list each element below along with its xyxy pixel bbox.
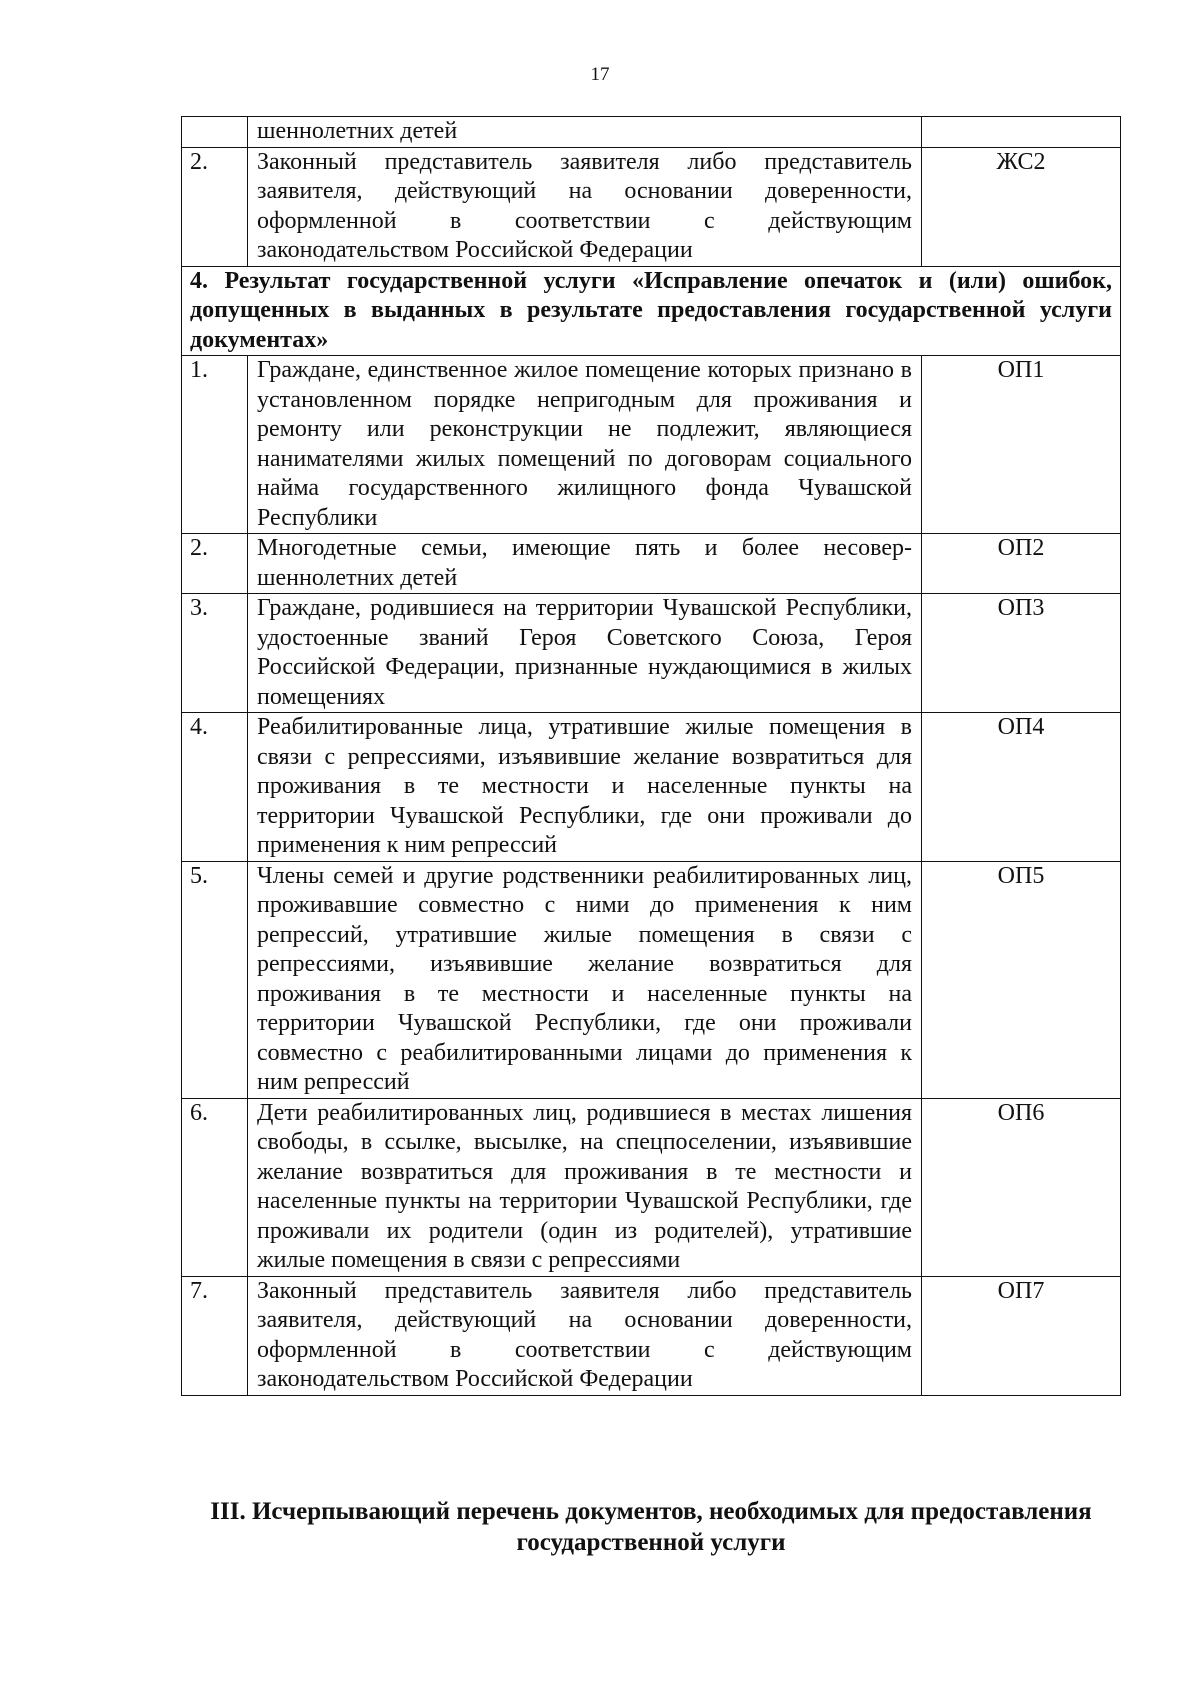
page-number: 17 (590, 64, 610, 85)
table-row (182, 1276, 1121, 1395)
row-description: Дети реабилитированных лиц, родившиеся в местах лишения свободы, в ссылке, высылке, на спецпоселении, изъявившие желание возвратиться для проживания в те местности и населенные пункты на территории Чувашской Республики, где проживали их родители (один из родителей), утратившие жилые помещения в связи с репрессиями (248, 1098, 922, 1276)
section-3-heading: III. Исчерпывающий перечень документов, необходимых для предоставления государственной услуги (210, 1498, 1092, 1556)
row-code: ОП3 (922, 594, 1121, 713)
table-row (182, 356, 1121, 534)
row-description: шеннолетних детей (248, 117, 922, 148)
row-code: ЖС2 (922, 147, 1121, 266)
row-number: 7. (182, 1276, 248, 1395)
row-description: Члены семей и другие родственники реабилитированных лиц, проживавшие совместно с ними до применения к ним репрессий, утратившие жилые помещения в связи с репрессиями, изъявившие желание возвратиться для проживания в те местности и населенные пункты на территории Чувашской Республики, где они проживали совместно с реабилитированными лицами до применения к ним репрессий (248, 861, 922, 1098)
row-code: ОП4 (922, 713, 1121, 862)
row-description: Граждане, родившиеся на территории Чувашской Республики, удостоенные званий Героя Советского Союза, Героя Российской Федерации, признанные нуждающимися в жилых помещениях (248, 594, 922, 713)
row-description: Граждане, единственное жилое помещение которых признано в установленном порядке непригодным для проживания и ремонту или реконструкции не подлежит, являющиеся нанимателями жилых помещений по договорам социального найма государственного жилищного фонда Чувашской Республики (248, 356, 922, 534)
row-description: Реабилитированные лица, утратившие жилые помещения в связи с репрессиями, изъявившие желание возвратиться для проживания в те местности и населенные пункты на территории Чувашской Республики, где они проживали до применения к ним репрессий (248, 713, 922, 862)
row-code: ОП5 (922, 861, 1121, 1098)
table-row (182, 117, 1121, 148)
row-number: 2. (182, 534, 248, 594)
row-description: Законный представитель заявителя либо представитель заявителя, действующий на основании доверенности, оформленной в соответствии с действующим законодательством Российской Федерации (248, 147, 922, 266)
table-row (182, 1098, 1121, 1276)
section-header-row (182, 266, 1121, 356)
table-row (182, 594, 1121, 713)
table-row (182, 147, 1121, 266)
section-4-title: 4. Результат государственной услуги «Исправление опечаток и (или) ошибок, допущенных в выданных в результате предоставления государственной услуги документах» (182, 266, 1121, 356)
row-code: ОП1 (922, 356, 1121, 534)
applicants-table (181, 116, 1121, 1396)
table-row (182, 713, 1121, 862)
row-number: 1. (182, 356, 248, 534)
table-row (182, 534, 1121, 594)
row-description: Многодетные семьи, имеющие пять и более несовершеннолетних детей (248, 534, 922, 594)
table-row (182, 861, 1121, 1098)
row-code: ОП7 (922, 1276, 1121, 1395)
row-description: Законный представитель заявителя либо представитель заявителя, действующий на основании доверенности, оформленной в соответствии с действующим законодательством Российской Федерации (248, 1276, 922, 1395)
row-code: ОП6 (922, 1098, 1121, 1276)
row-number (182, 117, 248, 148)
row-code (922, 117, 1121, 148)
row-code: ОП2 (922, 534, 1121, 594)
row-number: 4. (182, 713, 248, 862)
row-number: 2. (182, 147, 248, 266)
row-number: 3. (182, 594, 248, 713)
row-number: 5. (182, 861, 248, 1098)
row-number: 6. (182, 1098, 248, 1276)
